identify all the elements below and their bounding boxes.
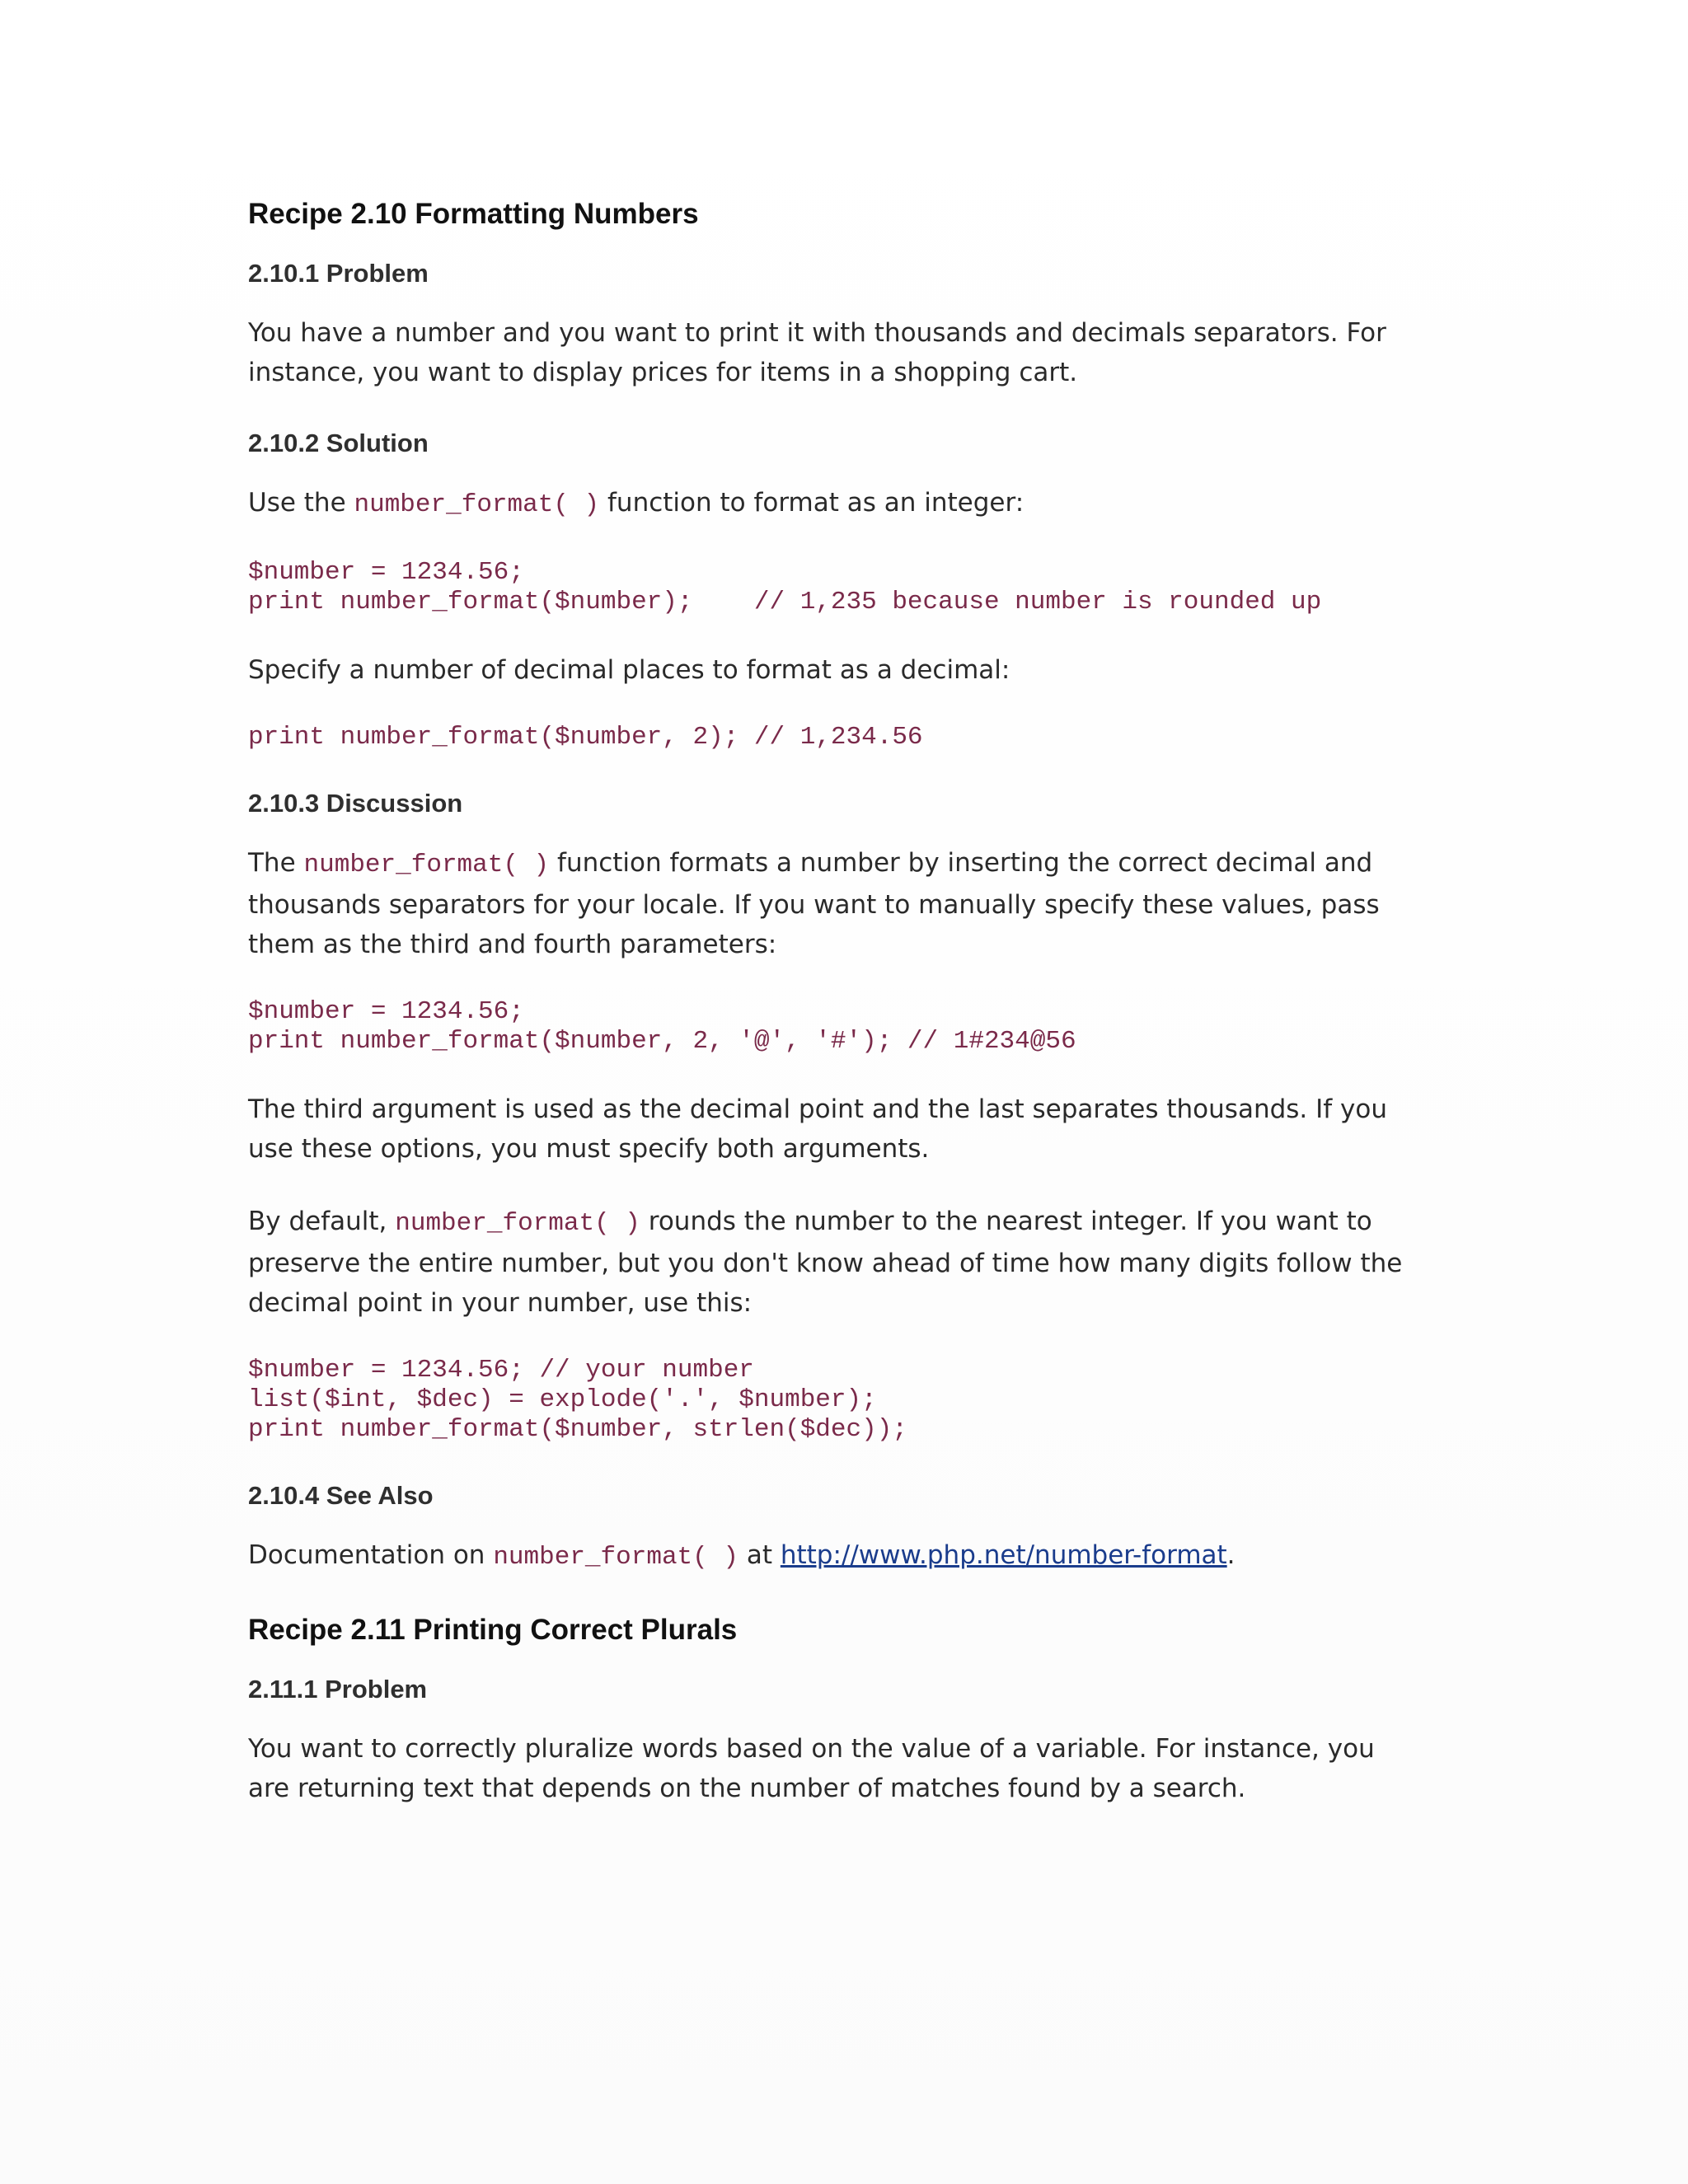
code-block-4 — [248, 1356, 1435, 1445]
see-also-heading: 2.10.4 See Also — [248, 1481, 434, 1510]
discussion-text: By default, — [248, 1207, 396, 1236]
see-also-lead: Documentation on — [248, 1540, 494, 1570]
discussion-text-end: function formats a number by inserting the correct decimal and thousands separators for your locale. If you want to manually specify these values, pass them as the third and fourth parameters: — [248, 848, 1380, 959]
spacer — [248, 1057, 1435, 1090]
spacer — [248, 234, 1435, 255]
recipe-2-10-title: Recipe 2.10 Formatting Numbers — [248, 198, 699, 230]
spacer — [248, 617, 1435, 650]
code-line: $number = 1234.56; — [248, 558, 524, 587]
solution-intro-text: Use the — [248, 488, 354, 518]
spacer — [248, 1708, 1435, 1729]
spacer — [248, 1169, 1435, 1202]
spacer — [248, 752, 1435, 785]
discussion-paragraph-2: The third argument is used as the decimal point and the last separates thousands. If you use these options, you must specify both arguments. — [248, 1094, 1387, 1164]
page-content — [248, 194, 1435, 1808]
inline-code: number_format( ) — [303, 851, 550, 879]
code-line: print number_format($number, 2); // 1,234.56 — [248, 723, 923, 752]
code-block-3 — [248, 997, 1435, 1057]
spacer — [248, 822, 1435, 843]
discussion-paragraph-1 — [248, 843, 1435, 964]
solution-intro-text-end: function to format as an integer: — [599, 488, 1025, 518]
problem-heading-2-11: 2.11.1 Problem — [248, 1675, 428, 1704]
problem-text: You have a number and you want to print it with thousands and decimals separators. For instance, you want to display prices for items in a shopping cart. — [248, 318, 1386, 387]
discussion-text: The — [248, 848, 304, 878]
spacer — [248, 1577, 1435, 1610]
decimal-places-text: Specify a number of decimal places to format as a decimal: — [248, 655, 1010, 685]
solution-intro — [248, 483, 1435, 525]
spacer — [248, 690, 1435, 723]
code-line: $number = 1234.56; // your number — [248, 1356, 754, 1385]
inline-code: number_format( ) — [354, 490, 600, 519]
code-block-2 — [248, 723, 1435, 752]
see-also-mid: at — [738, 1540, 781, 1570]
recipe-2-11-title: Recipe 2.11 Printing Correct Plurals — [248, 1614, 738, 1646]
code-line: print number_format($number, strlen($dec)); — [248, 1415, 907, 1444]
problem-text-2-11: You want to correctly pluralize words based on the value of a variable. For instance, you are returning text that depends on the number of matches found by a search. — [248, 1734, 1375, 1803]
inline-code: number_format( ) — [395, 1209, 640, 1238]
discussion-paragraph-3 — [248, 1202, 1418, 1323]
spacer — [248, 1445, 1435, 1478]
inline-code: number_format( ) — [493, 1543, 738, 1572]
code-line: list($int, $dec) = explode('.', $number); — [248, 1385, 877, 1414]
discussion-heading: 2.10.3 Discussion — [248, 789, 463, 818]
solution-heading: 2.10.2 Solution — [248, 429, 429, 457]
spacer — [248, 1514, 1435, 1535]
spacer — [248, 1650, 1435, 1671]
spacer — [248, 964, 1435, 997]
spacer — [248, 292, 1435, 313]
php-docs-link[interactable]: http://www.php.net/number-format — [780, 1540, 1227, 1570]
code-line: $number = 1234.56; — [248, 997, 524, 1026]
code-block-1 — [248, 558, 1435, 617]
code-line: print number_format($number, 2, '@', '#'); // 1#234@56 — [248, 1027, 1076, 1056]
spacer — [248, 1323, 1435, 1356]
discussion-text-end: rounds the number to the nearest integer. If you want to preserve the entire number, but you don't know ahead of time how many digits follow the decimal point in your number, use this: — [248, 1207, 1403, 1318]
see-also-text — [248, 1535, 1435, 1577]
spacer — [248, 525, 1435, 558]
code-line: print number_format($number); // 1,235 because number is rounded up — [248, 588, 1322, 616]
spacer — [248, 392, 1435, 425]
problem-heading: 2.10.1 Problem — [248, 259, 429, 288]
spacer — [248, 462, 1435, 483]
see-also-end: . — [1226, 1540, 1236, 1570]
